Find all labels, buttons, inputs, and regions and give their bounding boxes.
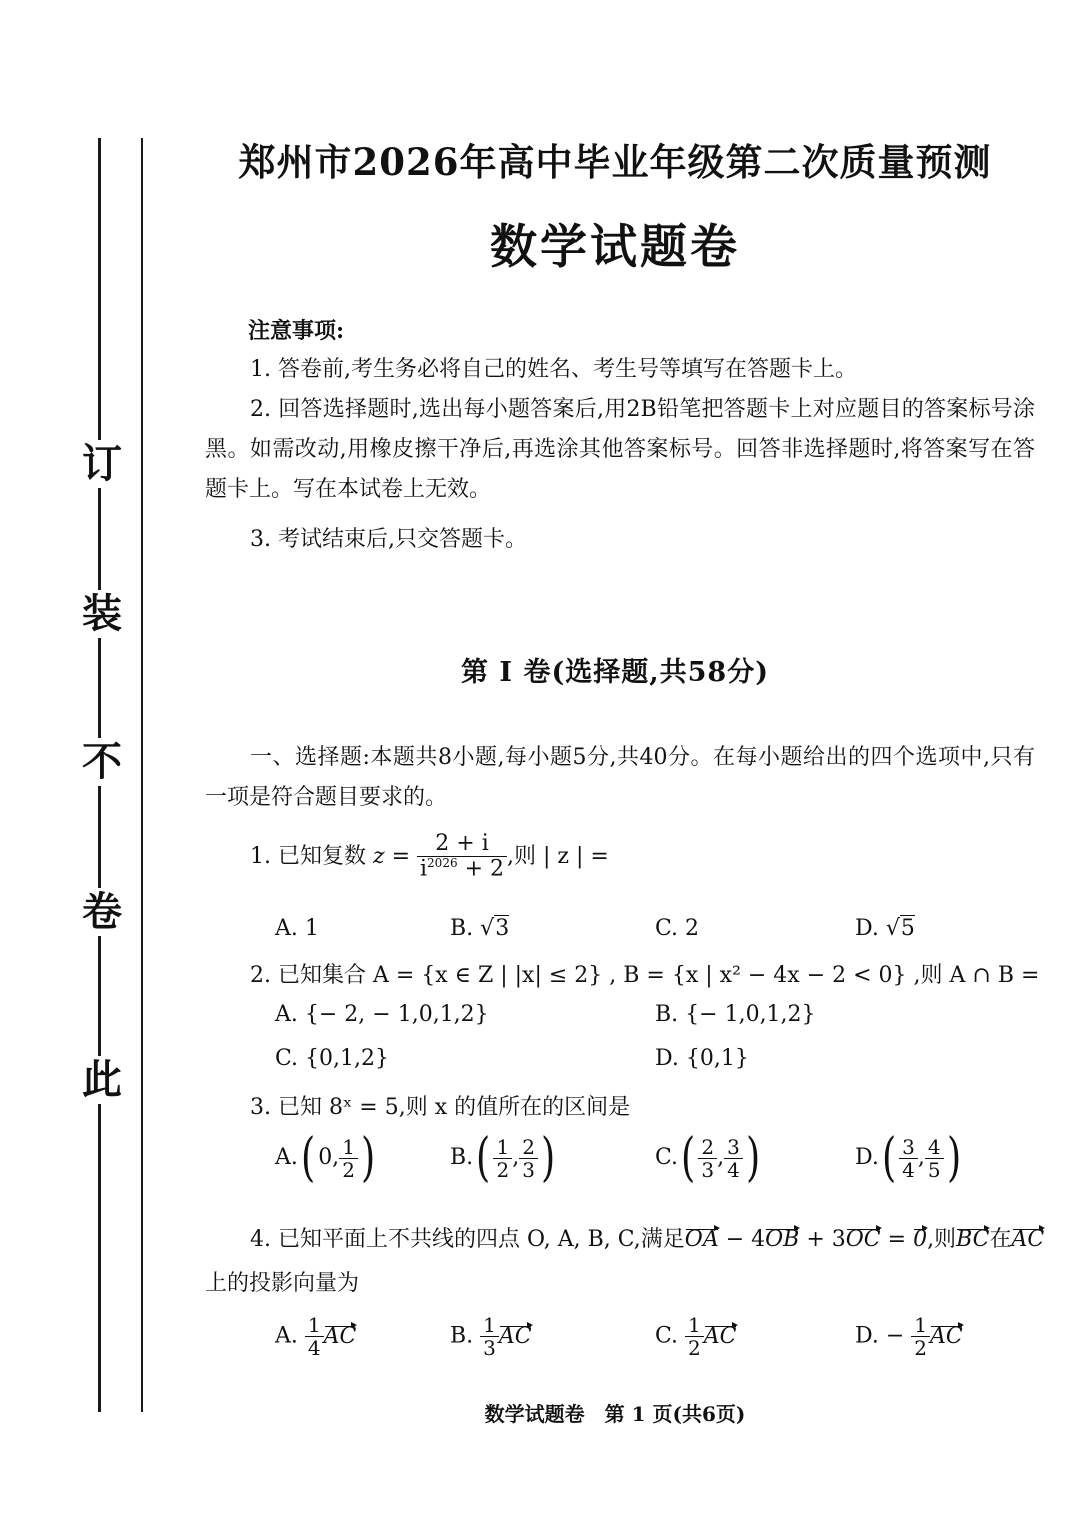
q1-fraction: $\frac{2 + i}{i^{2026} + 2}$ (417, 832, 507, 882)
binding-char-3: 不 (82, 738, 122, 785)
q4-option-b: B. $\frac{1}{3}$ AC (450, 1313, 532, 1360)
question-4-stem-line2: 上的投影向量为 (205, 1271, 360, 1296)
question-3-stem: 3. 已知 8ˣ = 5,则 x 的值所在的区间是 (250, 1095, 631, 1120)
page-footer: 数学试题卷 第 1 页(共6页) (484, 1402, 746, 1426)
q4-option-c: C. $\frac{1}{2}$ AC (655, 1313, 737, 1360)
q2-option-d: D. {0,1} (655, 1046, 749, 1071)
notice-item-3: 3. 考试结束后,只交答题卡。 (250, 527, 527, 552)
question-1-stem: 1. 已知复数 z = $\frac{2 + i}{i^{2026} + 2}$ ,则 | z | = (250, 831, 609, 882)
binding-char-2: 卷 (82, 888, 122, 935)
question-4-stem: 4. 已知平面上不共线的四点 O, A, B, C,满足OA − 4OB + 3OC = 0,则BC在AC (250, 1227, 1045, 1252)
q1-option-c: C. 2 (655, 916, 700, 941)
binding-char-4: 装 (82, 590, 122, 637)
q2-option-b: B. {− 1,0,1,2} (655, 1002, 816, 1027)
binding-char-5: 订 (82, 440, 122, 487)
binding-char-1: 此 (82, 1056, 122, 1103)
section-title: 第 Ⅰ 卷(选择题,共58分) (461, 657, 769, 688)
q3-option-a: A.( 0, $\frac{1}{2}$ ) (275, 1128, 376, 1188)
q4-option-a: A. $\frac{1}{4}$ AC (275, 1313, 357, 1360)
q4-option-d: D. − $\frac{1}{2}$ AC (855, 1313, 963, 1360)
exam-subtitle: 数学试题卷 (490, 220, 740, 275)
q1-option-d: D. √5 (855, 916, 915, 941)
q3-option-b: B.( $\frac{1}{2}$ , $\frac{2}{3}$ ) (450, 1128, 556, 1188)
notice-item-1: 1. 答卷前,考生务必将自己的姓名、考生号等填写在答题卡上。 (250, 357, 857, 382)
notice-heading: 注意事项: (248, 318, 345, 344)
q1-option-a: A. 1 (275, 916, 319, 941)
exam-title: 郑州市2026年高中毕业年级第二次质量预测 (238, 140, 992, 184)
q3-option-d: D.( $\frac{3}{4}$ , $\frac{4}{5}$ ) (855, 1128, 961, 1188)
q3-option-c: C.( $\frac{2}{3}$ , $\frac{3}{4}$ ) (655, 1128, 761, 1188)
q2-option-c: C. {0,1,2} (275, 1046, 390, 1071)
q1-option-b: B. √3 (450, 916, 510, 941)
binding-line-inner (141, 138, 143, 1412)
question-2-stem: 2. 已知集合 A = {x ∈ Z | |x| ≤ 2} , B = {x | x² − 4x − 2 < 0} ,则 A ∩ B = (250, 963, 1040, 988)
notice-item-2: 2. 回答选择题时,选出每小题答案后,用2B铅笔把答题卡上对应题目的答案标号涂黑。如需改动,用橡皮擦干净后,再选涂其他答案标号。回答非选择题时,将答案写在答题卡上。写在本试卷上无效。 (205, 397, 1035, 502)
q2-option-a: A. {− 2, − 1,0,1,2} (275, 1002, 489, 1027)
section-instruction: 一、选择题:本题共8小题,每小题5分,共40分。在每小题给出的四个选项中,只有一项是符合题目要求的。 (205, 745, 1035, 810)
